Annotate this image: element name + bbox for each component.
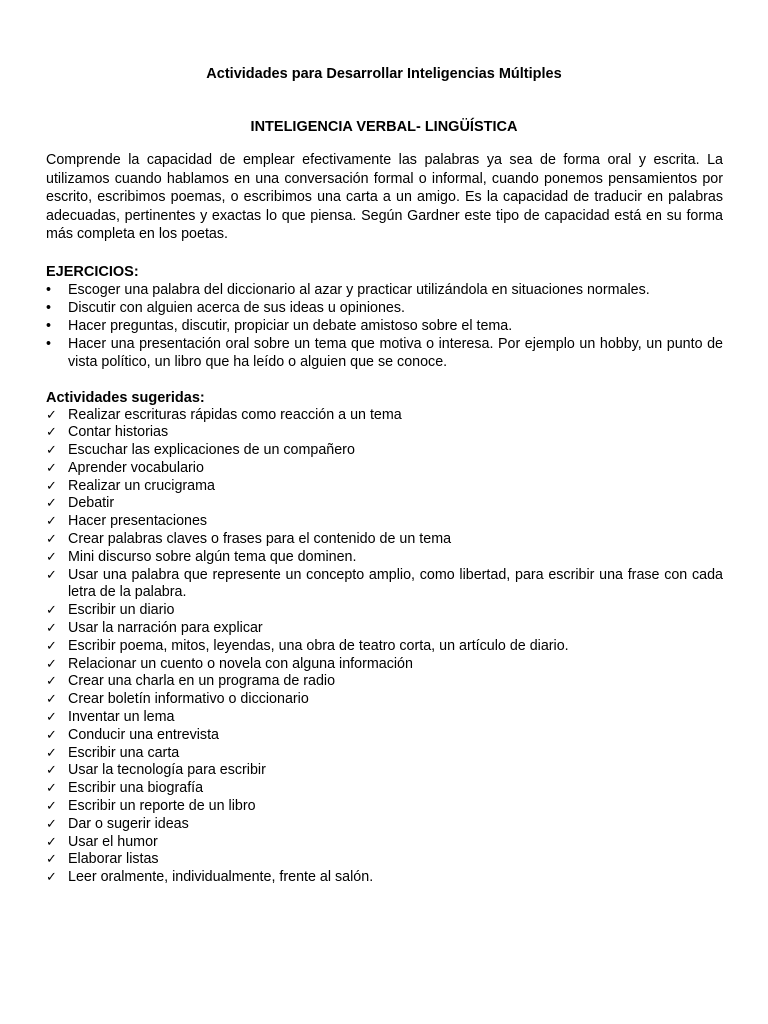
checkmark-icon: ✓ (46, 460, 57, 476)
checkmark-icon: ✓ (46, 496, 57, 512)
activity-item (46, 834, 723, 852)
checkmark-icon: ✓ (46, 799, 57, 815)
checkmark-icon: ✓ (46, 656, 57, 672)
activity-item (46, 762, 723, 780)
activity-text: Conducir una entrevista (68, 726, 219, 743)
checkmark-icon: ✓ (46, 567, 57, 583)
activities-list (46, 407, 723, 888)
checkmark-icon: ✓ (46, 532, 57, 548)
activity-item (46, 460, 723, 478)
checkmark-icon: ✓ (46, 692, 57, 708)
activity-text: Dar o sugerir ideas (68, 815, 189, 832)
exercise-item (46, 317, 723, 335)
activity-text: Elaborar listas (68, 851, 159, 868)
checkmark-icon: ✓ (46, 621, 57, 637)
bullet-icon: • (46, 281, 52, 298)
checkmark-icon: ✓ (46, 763, 57, 779)
activity-item (46, 602, 723, 620)
activity-item (46, 567, 723, 603)
activity-text: Aprender vocabulario (68, 459, 204, 476)
checkmark-icon: ✓ (46, 549, 57, 565)
checkmark-icon: ✓ (46, 870, 57, 886)
exercise-item (46, 299, 723, 317)
checkmark-icon: ✓ (46, 816, 57, 832)
activity-item (46, 798, 723, 816)
exercise-text: Escoger una palabra del diccionario al azar y practicar utilizándola en situaciones normales. (68, 281, 650, 298)
activity-item (46, 816, 723, 834)
activity-text: Escribir poema, mitos, leyendas, una obra de teatro corta, un artículo de diario. (68, 637, 569, 654)
checkmark-icon: ✓ (46, 745, 57, 761)
activity-text: Usar la narración para explicar (68, 620, 263, 637)
activity-item (46, 638, 723, 656)
activity-text: Realizar un crucigrama (68, 477, 215, 494)
exercises-list (46, 281, 723, 371)
checkmark-icon: ✓ (46, 603, 57, 619)
activity-text: Contar historias (68, 424, 169, 441)
activity-text: Realizar escrituras rápidas como reacción a un tema (68, 406, 402, 423)
activity-item (46, 673, 723, 691)
checkmark-icon: ✓ (46, 852, 57, 868)
exercise-item (46, 335, 723, 371)
checkmark-icon: ✓ (46, 478, 57, 494)
checkmark-icon: ✓ (46, 407, 57, 423)
activities-heading: Actividades sugeridas: (46, 389, 205, 406)
activity-text: Escribir un diario (68, 602, 175, 619)
activity-text: Escribir una carta (68, 744, 180, 761)
activity-text: Escuchar las explicaciones de un compañero (68, 442, 355, 459)
checkmark-icon: ✓ (46, 425, 57, 441)
activity-text: Escribir una biografía (68, 780, 204, 797)
document-body (46, 151, 723, 887)
activity-text: Mini discurso sobre algún tema que dominen. (68, 548, 357, 565)
exercise-text: Hacer preguntas, discutir, propiciar un debate amistoso sobre el tema. (68, 317, 513, 334)
activity-text: Inventar un lema (68, 709, 175, 726)
section-title: INTELIGENCIA VERBAL- LINGÜÍSTICA (250, 119, 518, 135)
exercise-text: Hacer una presentación oral sobre un tema que motiva o interesa. Por ejemplo un hobby, un punto de vista político, un libro que ha leído o alguien que se conoce. (68, 335, 723, 370)
checkmark-icon: ✓ (46, 443, 57, 459)
intro-paragraph: Comprende la capacidad de emplear efectivamente las palabras ya sea de forma oral y escrita. La utilizamos cuando hablamos en una conversación formal o informal, cuando ponemos pensamientos por escrito, escribimos poemas, o escribimos una carta a un amigo. Es la capacidad de traducir en palabras adecuadas, pertinentes y exactas lo que piensa. Según Gardner este tipo de capacidad está en su forma más completa en los poetas. (46, 152, 723, 242)
exercises-heading: EJERCICIOS: (46, 263, 139, 280)
activity-item (46, 620, 723, 638)
document-title: Actividades para Desarrollar Inteligencias Múltiples (206, 66, 562, 82)
activity-item (46, 424, 723, 442)
activity-item (46, 407, 723, 425)
activity-text: Crear palabras claves o frases para el contenido de un tema (68, 531, 452, 548)
activity-text: Usar la tecnología para escribir (68, 762, 266, 779)
checkmark-icon: ✓ (46, 638, 57, 654)
exercise-item (46, 281, 723, 299)
checkmark-icon: ✓ (46, 514, 57, 530)
activity-item (46, 780, 723, 798)
activity-item (46, 442, 723, 460)
activity-item (46, 549, 723, 567)
activity-item (46, 478, 723, 496)
activity-item (46, 709, 723, 727)
activity-item (46, 727, 723, 745)
activity-text: Crear una charla en un programa de radio (68, 673, 336, 690)
activity-item (46, 656, 723, 674)
bullet-icon: • (46, 335, 52, 352)
exercise-text: Discutir con alguien acerca de sus ideas u opiniones. (68, 299, 405, 316)
activity-item (46, 531, 723, 549)
activity-item (46, 851, 723, 869)
activity-item (46, 869, 723, 887)
activity-item (46, 513, 723, 531)
checkmark-icon: ✓ (46, 710, 57, 726)
checkmark-icon: ✓ (46, 834, 57, 850)
activity-text: Leer oralmente, individualmente, frente al salón. (68, 869, 374, 886)
checkmark-icon: ✓ (46, 727, 57, 743)
activity-item (46, 691, 723, 709)
activity-text: Hacer presentaciones (68, 513, 208, 530)
checkmark-icon: ✓ (46, 674, 57, 690)
checkmark-icon: ✓ (46, 781, 57, 797)
activity-item (46, 745, 723, 763)
bullet-icon: • (46, 299, 52, 316)
activity-text: Relacionar un cuento o novela con alguna información (68, 655, 413, 672)
activity-text: Debatir (68, 495, 115, 512)
activity-item (46, 495, 723, 513)
bullet-icon: • (46, 317, 52, 334)
activity-text: Crear boletín informativo o diccionario (68, 691, 309, 708)
activity-text: Usar una palabra que represente un concepto amplio, como libertad, para escribir una frase con cada letra de la palabra. (68, 566, 723, 601)
activity-text: Usar el humor (68, 833, 158, 850)
activity-text: Escribir un reporte de un libro (68, 798, 256, 815)
